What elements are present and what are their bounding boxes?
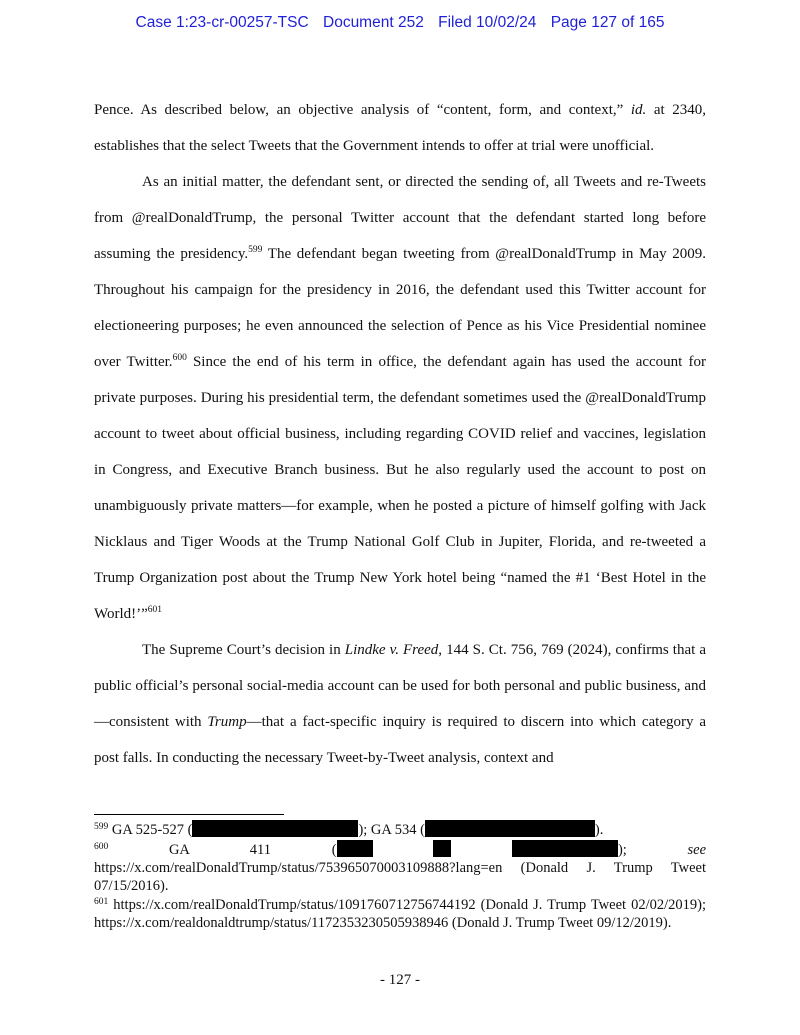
filed-date: Filed 10/02/24 [438, 14, 537, 31]
footnotes [94, 820, 706, 933]
tweet-link[interactable]: https://x.com/realDonaldTrump/status/753965070003109888?lang=en (Donald J. Trump Tweet 07/15/2016). [94, 860, 706, 894]
redaction-block [425, 820, 595, 837]
case-number: Case 1:23-cr-00257-TSC [135, 14, 309, 31]
footnote-ref-600[interactable]: 600 [172, 353, 187, 363]
redaction-block [433, 840, 451, 857]
footnote-ref-601[interactable]: 601 [147, 605, 163, 615]
footnote-599: $^{599}$ GA 525-527 ( ); GA 534 ( ). [94, 822, 604, 838]
case-citation: Lindke v. Freed [344, 642, 439, 658]
paragraph-1: Pence. As described below, an objective analysis of “content, form, and context,” id. at 2340, establishes that the select Tweets that the Government intends to offer at trial were unofficial. [94, 102, 707, 154]
paragraph-3: The Supreme Court’s decision in Lindke v. Freed, 144 S. Ct. 756, 769 (2024), confirms that a public official’s personal social-media account can be used for both personal and public business, and—consistent with Trump—that a fact-specific inquiry is required to discern into which category a post falls. In conducting the necessary Tweet-by-Tweet analysis, context and [94, 642, 707, 766]
redaction-block [192, 820, 358, 837]
footnote-601: $^{601}$ https://x.com/realDonaldTrump/status/1091760712756744192 (Donald J. Trump Tweet 02/02/2019); https://x.com/realdonaldtrump/status/1172353230505938946 (Donald J. Trump Tweet 09/12/2019). [94, 897, 706, 931]
redaction-block [512, 840, 618, 857]
body-text [94, 92, 706, 776]
footnote-ref-599[interactable]: 599 [248, 245, 263, 255]
ecf-header [0, 14, 800, 32]
footnote-600: $^{600}$ GA 411 ( ); see https://x.com/realDonaldTrump/status/753965070003109888?lang=en (Donald J. Trump Tweet 07/15/2016). [94, 842, 707, 894]
footnote-divider [94, 814, 284, 815]
document-number: Document 252 [323, 14, 424, 31]
tweet-links[interactable]: https://x.com/realDonaldTrump/status/1091760712756744192 (Donald J. Trump Tweet 02/02/2019); https://x.com/realdonaldtrump/status/1172353230505938946 (Donald J. Trump Tweet 09/12/2019). [94, 897, 706, 931]
redaction-block [337, 840, 373, 857]
page-number: - 127 - [380, 972, 420, 988]
page-count: Page 127 of 165 [550, 14, 665, 31]
paragraph-2: As an initial matter, the defendant sent, or directed the sending of, all Tweets and re-Tweets from @realDonaldTrump, the personal Twitter account that the defendant started long before assuming the presidency.$^{599}$ The defendant began tweeting from @realDonaldTrump in May 2009. Throughout his campaign for the presidency in 2016, the defendant used this Twitter account for electioneering purposes; he even announced the selection of Pence as his Vice Presidential nominee over Twitter.$^{600}$ Since the end of his term in office, the defendant again has used the account for private purposes. During his presidential term, the defendant sometimes used the @realDonaldTrump account to tweet about official business, including regarding COVID relief and vaccines, legislation in Congress, and Executive Branch business. But he also regularly used the account to post on unambiguously private matters—for example, when he posted a picture of himself golfing with Jack Nicklaus and Tiger Woods at the Trump National Golf Club in Jupiter, Florida, and re-tweeted a Trump Organization post about the Trump New York hotel being “named the #1 ‘Best Hotel in the World!’”$^{601}$ [94, 174, 707, 622]
